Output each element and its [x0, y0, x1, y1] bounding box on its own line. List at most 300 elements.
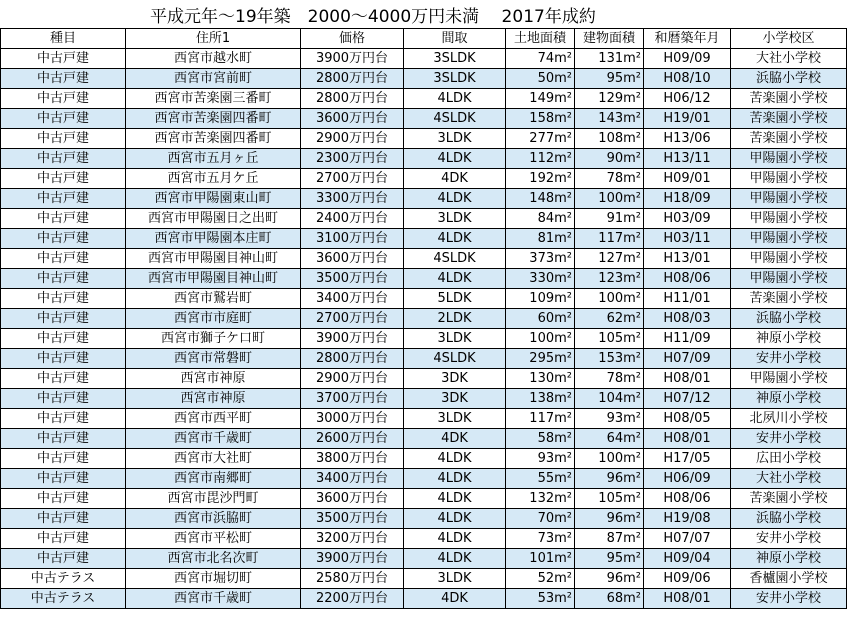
- area-unit: m²: [623, 271, 641, 286]
- cell-building-area: [575, 269, 644, 289]
- cell-type: [1, 149, 126, 169]
- cell-school-district-value: 安井小学校: [755, 531, 821, 546]
- cell-school-district-value: 神原小学校: [755, 391, 821, 406]
- cell-building-area: [575, 249, 644, 269]
- cell-school-district: [731, 349, 847, 369]
- area-unit: m²: [554, 391, 572, 406]
- cell-type-value: 中古戸建: [36, 351, 89, 366]
- cell-layout-value: 4LDK: [437, 551, 472, 566]
- header-layout: 間取: [404, 29, 506, 49]
- cell-layout-value: 3SLDK: [433, 51, 476, 66]
- cell-school-district: [731, 389, 847, 409]
- cell-layout-value: 4LDK: [437, 451, 472, 466]
- cell-built-date: [644, 489, 731, 509]
- cell-layout: [404, 129, 506, 149]
- area-unit: m²: [623, 51, 641, 66]
- cell-built-date-value: H03/11: [663, 231, 711, 246]
- cell-address: [126, 69, 301, 89]
- cell-land-area-value: 93: [537, 451, 555, 466]
- cell-price: [301, 249, 404, 269]
- cell-type: [1, 489, 126, 509]
- cell-price: [301, 289, 404, 309]
- cell-type-value: 中古戸建: [36, 191, 89, 206]
- cell-price-value: 3600万円台: [315, 111, 389, 126]
- cell-type-value: 中古戸建: [36, 551, 89, 566]
- cell-address: [126, 229, 301, 249]
- cell-layout: [404, 549, 506, 569]
- area-unit: m²: [554, 291, 572, 306]
- cell-price: [301, 69, 404, 89]
- cell-layout-value: 3LDK: [437, 331, 472, 346]
- cell-type-value: 中古戸建: [36, 431, 89, 446]
- cell-built-date: [644, 169, 731, 189]
- cell-layout: [404, 109, 506, 129]
- cell-land-area-value: 74: [537, 51, 555, 66]
- cell-type-value: 中古戸建: [36, 211, 89, 226]
- cell-school-district: [731, 469, 847, 489]
- cell-land-area: [506, 149, 575, 169]
- cell-school-district: [731, 589, 847, 609]
- cell-building-area-value: 96: [606, 571, 624, 586]
- cell-price: [301, 209, 404, 229]
- cell-built-date: [644, 109, 731, 129]
- cell-building-area-value: 100: [598, 191, 624, 206]
- table-row: [1, 269, 847, 289]
- cell-address: [126, 189, 301, 209]
- cell-price-value: 2800万円台: [315, 351, 389, 366]
- cell-built-date-value: H13/06: [663, 131, 711, 146]
- cell-school-district-value: 大社小学校: [755, 51, 821, 66]
- cell-type-value: 中古戸建: [36, 171, 89, 186]
- cell-land-area-value: 192: [529, 171, 555, 186]
- cell-layout-value: 3DK: [441, 371, 468, 386]
- area-unit: m²: [554, 591, 572, 606]
- cell-school-district-value: 浜脇小学校: [755, 511, 821, 526]
- cell-price: [301, 49, 404, 69]
- cell-layout-value: 4LDK: [437, 91, 472, 106]
- cell-built-date-value: H08/05: [663, 411, 711, 426]
- area-unit: m²: [554, 211, 572, 226]
- cell-building-area-value: 90: [606, 151, 624, 166]
- cell-school-district: [731, 89, 847, 109]
- cell-land-area-value: 373: [529, 251, 555, 266]
- cell-type: [1, 429, 126, 449]
- cell-layout: [404, 49, 506, 69]
- cell-type: [1, 509, 126, 529]
- cell-price-value: 3900万円台: [315, 551, 389, 566]
- cell-built-date: [644, 449, 731, 469]
- cell-price-value: 3500万円台: [315, 271, 389, 286]
- cell-type: [1, 209, 126, 229]
- cell-layout: [404, 189, 506, 209]
- cell-layout-value: 4DK: [441, 171, 468, 186]
- cell-building-area-value: 100: [598, 291, 624, 306]
- cell-building-area-value: 131: [598, 51, 624, 66]
- cell-layout-value: 3LDK: [437, 131, 472, 146]
- cell-school-district-value: 苦楽園小学校: [749, 111, 828, 126]
- cell-land-area: [506, 449, 575, 469]
- cell-type-value: 中古戸建: [36, 451, 89, 466]
- cell-built-date: [644, 529, 731, 549]
- cell-address-value: 西宮市堀切町: [173, 571, 252, 586]
- area-unit: m²: [554, 431, 572, 446]
- table-row: [1, 189, 847, 209]
- area-unit: m²: [623, 591, 641, 606]
- cell-layout: [404, 369, 506, 389]
- cell-land-area-value: 130: [529, 371, 555, 386]
- cell-type-value: 中古戸建: [36, 471, 89, 486]
- cell-school-district: [731, 149, 847, 169]
- cell-address-value: 西宮市五月ケ丘: [167, 171, 259, 186]
- cell-land-area-value: 138: [529, 391, 555, 406]
- cell-price-value: 3600万円台: [315, 491, 389, 506]
- cell-building-area-value: 68: [606, 591, 624, 606]
- cell-built-date: [644, 89, 731, 109]
- cell-address: [126, 129, 301, 149]
- area-unit: m²: [554, 551, 572, 566]
- cell-type: [1, 129, 126, 149]
- cell-building-area-value: 143: [598, 111, 624, 126]
- area-unit: m²: [623, 411, 641, 426]
- cell-land-area: [506, 429, 575, 449]
- cell-price-value: 3100万円台: [315, 231, 389, 246]
- cell-price-value: 3400万円台: [315, 471, 389, 486]
- cell-address-value: 西宮市甲陽園本庄町: [154, 231, 272, 246]
- cell-built-date: [644, 249, 731, 269]
- cell-type: [1, 229, 126, 249]
- cell-land-area-value: 132: [529, 491, 555, 506]
- cell-school-district: [731, 269, 847, 289]
- cell-type: [1, 369, 126, 389]
- cell-land-area-value: 81: [537, 231, 555, 246]
- area-unit: m²: [623, 191, 641, 206]
- cell-school-district-value: 浜脇小学校: [755, 311, 821, 326]
- cell-built-date-value: H08/01: [663, 371, 711, 386]
- cell-type-value: 中古戸建: [36, 231, 89, 246]
- cell-school-district: [731, 509, 847, 529]
- cell-price: [301, 509, 404, 529]
- cell-address: [126, 349, 301, 369]
- cell-built-date: [644, 49, 731, 69]
- area-unit: m²: [554, 491, 572, 506]
- cell-land-area: [506, 329, 575, 349]
- cell-address: [126, 369, 301, 389]
- cell-building-area-value: 95: [606, 71, 624, 86]
- cell-school-district-value: 苦楽園小学校: [749, 131, 828, 146]
- cell-address: [126, 549, 301, 569]
- cell-type-value: 中古戸建: [36, 411, 89, 426]
- cell-price: [301, 589, 404, 609]
- cell-land-area-value: 117: [529, 411, 555, 426]
- cell-price: [301, 549, 404, 569]
- cell-address: [126, 309, 301, 329]
- cell-layout: [404, 329, 506, 349]
- cell-school-district-value: 安井小学校: [755, 431, 821, 446]
- cell-price: [301, 229, 404, 249]
- cell-price-value: 3200万円台: [315, 531, 389, 546]
- cell-type: [1, 389, 126, 409]
- cell-type-value: 中古戸建: [36, 91, 89, 106]
- cell-layout: [404, 569, 506, 589]
- cell-built-date-value: H19/01: [663, 111, 711, 126]
- cell-building-area-value: 105: [598, 491, 624, 506]
- cell-address-value: 西宮市甲陽園目神山町: [147, 271, 278, 286]
- cell-school-district-value: 広田小学校: [755, 451, 821, 466]
- cell-built-date: [644, 389, 731, 409]
- cell-building-area-value: 129: [598, 91, 624, 106]
- cell-price: [301, 169, 404, 189]
- cell-price-value: 3500万円台: [315, 511, 389, 526]
- area-unit: m²: [554, 111, 572, 126]
- cell-type: [1, 409, 126, 429]
- cell-building-area: [575, 449, 644, 469]
- cell-building-area: [575, 169, 644, 189]
- cell-type-value: 中古戸建: [36, 391, 89, 406]
- cell-address-value: 西宮市鷲岩町: [173, 291, 252, 306]
- cell-built-date-value: H19/08: [663, 511, 711, 526]
- cell-layout: [404, 489, 506, 509]
- cell-built-date-value: H13/11: [663, 151, 711, 166]
- cell-built-date: [644, 349, 731, 369]
- cell-school-district-value: 北夙川小学校: [749, 411, 828, 426]
- cell-building-area: [575, 89, 644, 109]
- cell-building-area-value: 91: [606, 211, 624, 226]
- cell-built-date: [644, 429, 731, 449]
- cell-layout-value: 3LDK: [437, 571, 472, 586]
- cell-built-date-value: H07/12: [663, 391, 711, 406]
- cell-school-district: [731, 489, 847, 509]
- cell-address: [126, 329, 301, 349]
- cell-address-value: 西宮市苦楽園四番町: [154, 131, 272, 146]
- cell-building-area: [575, 509, 644, 529]
- cell-address: [126, 89, 301, 109]
- cell-address-value: 西宮市千歳町: [173, 591, 252, 606]
- cell-building-area: [575, 529, 644, 549]
- cell-school-district: [731, 209, 847, 229]
- header-school-district: 小学校区: [731, 29, 847, 49]
- cell-built-date: [644, 369, 731, 389]
- area-unit: m²: [554, 331, 572, 346]
- cell-land-area: [506, 509, 575, 529]
- cell-price: [301, 349, 404, 369]
- cell-land-area: [506, 189, 575, 209]
- cell-building-area-value: 96: [606, 471, 624, 486]
- cell-building-area: [575, 569, 644, 589]
- cell-price: [301, 469, 404, 489]
- cell-type: [1, 269, 126, 289]
- table-row: [1, 369, 847, 389]
- area-unit: m²: [554, 531, 572, 546]
- cell-school-district-value: 甲陽園小学校: [749, 371, 828, 386]
- header-type: 種目: [1, 29, 126, 49]
- sheet-title: [0, 0, 848, 30]
- cell-building-area-value: 78: [606, 171, 624, 186]
- cell-price: [301, 309, 404, 329]
- cell-school-district-value: 神原小学校: [755, 551, 821, 566]
- cell-land-area: [506, 389, 575, 409]
- cell-layout-value: 4SLDK: [433, 351, 476, 366]
- cell-land-area: [506, 49, 575, 69]
- cell-price: [301, 129, 404, 149]
- cell-price: [301, 329, 404, 349]
- cell-price: [301, 569, 404, 589]
- cell-price: [301, 149, 404, 169]
- cell-address: [126, 249, 301, 269]
- area-unit: m²: [623, 71, 641, 86]
- header-building-area: 建物面積: [575, 29, 644, 49]
- cell-school-district-value: 安井小学校: [755, 591, 821, 606]
- cell-address-value: 西宮市北名次町: [167, 551, 259, 566]
- cell-built-date: [644, 289, 731, 309]
- cell-address-value: 西宮市常磐町: [173, 351, 252, 366]
- cell-built-date-value: H18/09: [663, 191, 711, 206]
- cell-land-area: [506, 549, 575, 569]
- cell-type-value: 中古戸建: [36, 291, 89, 306]
- cell-land-area: [506, 89, 575, 109]
- cell-price: [301, 529, 404, 549]
- area-unit: m²: [554, 151, 572, 166]
- area-unit: m²: [623, 471, 641, 486]
- cell-building-area-value: 104: [598, 391, 624, 406]
- cell-land-area-value: 330: [529, 271, 555, 286]
- cell-price-value: 2600万円台: [315, 431, 389, 446]
- area-unit: m²: [623, 131, 641, 146]
- cell-land-area: [506, 569, 575, 589]
- area-unit: m²: [554, 571, 572, 586]
- cell-school-district: [731, 249, 847, 269]
- table-row: [1, 149, 847, 169]
- cell-layout: [404, 469, 506, 489]
- area-unit: m²: [623, 311, 641, 326]
- cell-price-value: 2400万円台: [315, 211, 389, 226]
- cell-type-value: 中古戸建: [36, 71, 89, 86]
- cell-layout: [404, 169, 506, 189]
- cell-land-area-value: 70: [537, 511, 555, 526]
- table-row: [1, 529, 847, 549]
- table-row: [1, 69, 847, 89]
- cell-land-area: [506, 249, 575, 269]
- cell-school-district-value: 浜脇小学校: [755, 71, 821, 86]
- cell-address-value: 西宮市神原: [180, 371, 246, 386]
- cell-building-area-value: 96: [606, 511, 624, 526]
- cell-built-date: [644, 329, 731, 349]
- table-row: [1, 349, 847, 369]
- cell-land-area: [506, 269, 575, 289]
- table-row: [1, 389, 847, 409]
- area-unit: m²: [554, 51, 572, 66]
- cell-built-date-value: H08/06: [663, 491, 711, 506]
- cell-address: [126, 489, 301, 509]
- cell-price-value: 2800万円台: [315, 71, 389, 86]
- cell-price: [301, 429, 404, 449]
- table-row: [1, 329, 847, 349]
- cell-type: [1, 349, 126, 369]
- cell-school-district: [731, 309, 847, 329]
- cell-building-area: [575, 289, 644, 309]
- cell-built-date-value: H06/09: [663, 471, 711, 486]
- cell-built-date: [644, 129, 731, 149]
- cell-land-area: [506, 529, 575, 549]
- cell-layout: [404, 289, 506, 309]
- cell-type: [1, 189, 126, 209]
- table-row: [1, 49, 847, 69]
- cell-price-value: 2580万円台: [315, 571, 389, 586]
- cell-built-date-value: H08/03: [663, 311, 711, 326]
- cell-school-district-value: 甲陽園小学校: [749, 231, 828, 246]
- cell-built-date: [644, 209, 731, 229]
- cell-layout: [404, 349, 506, 369]
- cell-built-date-value: H11/09: [663, 331, 711, 346]
- cell-building-area: [575, 309, 644, 329]
- area-unit: m²: [623, 231, 641, 246]
- cell-layout: [404, 229, 506, 249]
- cell-type: [1, 469, 126, 489]
- cell-layout: [404, 269, 506, 289]
- cell-land-area: [506, 169, 575, 189]
- area-unit: m²: [554, 91, 572, 106]
- cell-type-value: 中古戸建: [36, 331, 89, 346]
- cell-type: [1, 569, 126, 589]
- cell-layout-value: 4SLDK: [433, 111, 476, 126]
- cell-land-area-value: 50: [537, 71, 555, 86]
- cell-land-area: [506, 369, 575, 389]
- cell-price-value: 3900万円台: [315, 331, 389, 346]
- cell-school-district-value: 苦楽園小学校: [749, 91, 828, 106]
- cell-type-value: 中古戸建: [36, 251, 89, 266]
- cell-price: [301, 389, 404, 409]
- area-unit: m²: [623, 491, 641, 506]
- cell-type-value: 中古戸建: [36, 271, 89, 286]
- cell-address: [126, 109, 301, 129]
- cell-address: [126, 269, 301, 289]
- cell-built-date-value: H08/06: [663, 271, 711, 286]
- cell-type: [1, 249, 126, 269]
- cell-type-value: 中古戸建: [36, 511, 89, 526]
- table-row: [1, 109, 847, 129]
- cell-land-area: [506, 289, 575, 309]
- cell-building-area: [575, 109, 644, 129]
- cell-address-value: 西宮市神原: [180, 391, 246, 406]
- cell-land-area: [506, 209, 575, 229]
- cell-layout: [404, 389, 506, 409]
- area-unit: m²: [554, 251, 572, 266]
- cell-built-date-value: H09/06: [663, 571, 711, 586]
- area-unit: m²: [623, 251, 641, 266]
- cell-type-value: 中古戸建: [36, 311, 89, 326]
- cell-address: [126, 469, 301, 489]
- area-unit: m²: [623, 351, 641, 366]
- cell-school-district: [731, 289, 847, 309]
- area-unit: m²: [554, 191, 572, 206]
- cell-layout-value: 4LDK: [437, 191, 472, 206]
- area-unit: m²: [554, 351, 572, 366]
- cell-layout: [404, 529, 506, 549]
- cell-building-area: [575, 189, 644, 209]
- table-row: [1, 249, 847, 269]
- area-unit: m²: [623, 571, 641, 586]
- cell-school-district: [731, 189, 847, 209]
- cell-type-value: 中古戸建: [36, 111, 89, 126]
- cell-school-district-value: 甲陽園小学校: [749, 211, 828, 226]
- cell-building-area-value: 87: [606, 531, 624, 546]
- table-row: [1, 569, 847, 589]
- cell-address-value: 西宮市西平町: [173, 411, 252, 426]
- cell-type: [1, 529, 126, 549]
- area-unit: m²: [554, 371, 572, 386]
- cell-price-value: 2800万円台: [315, 91, 389, 106]
- cell-land-area-value: 100: [529, 331, 555, 346]
- header-address: 住所1: [126, 29, 301, 49]
